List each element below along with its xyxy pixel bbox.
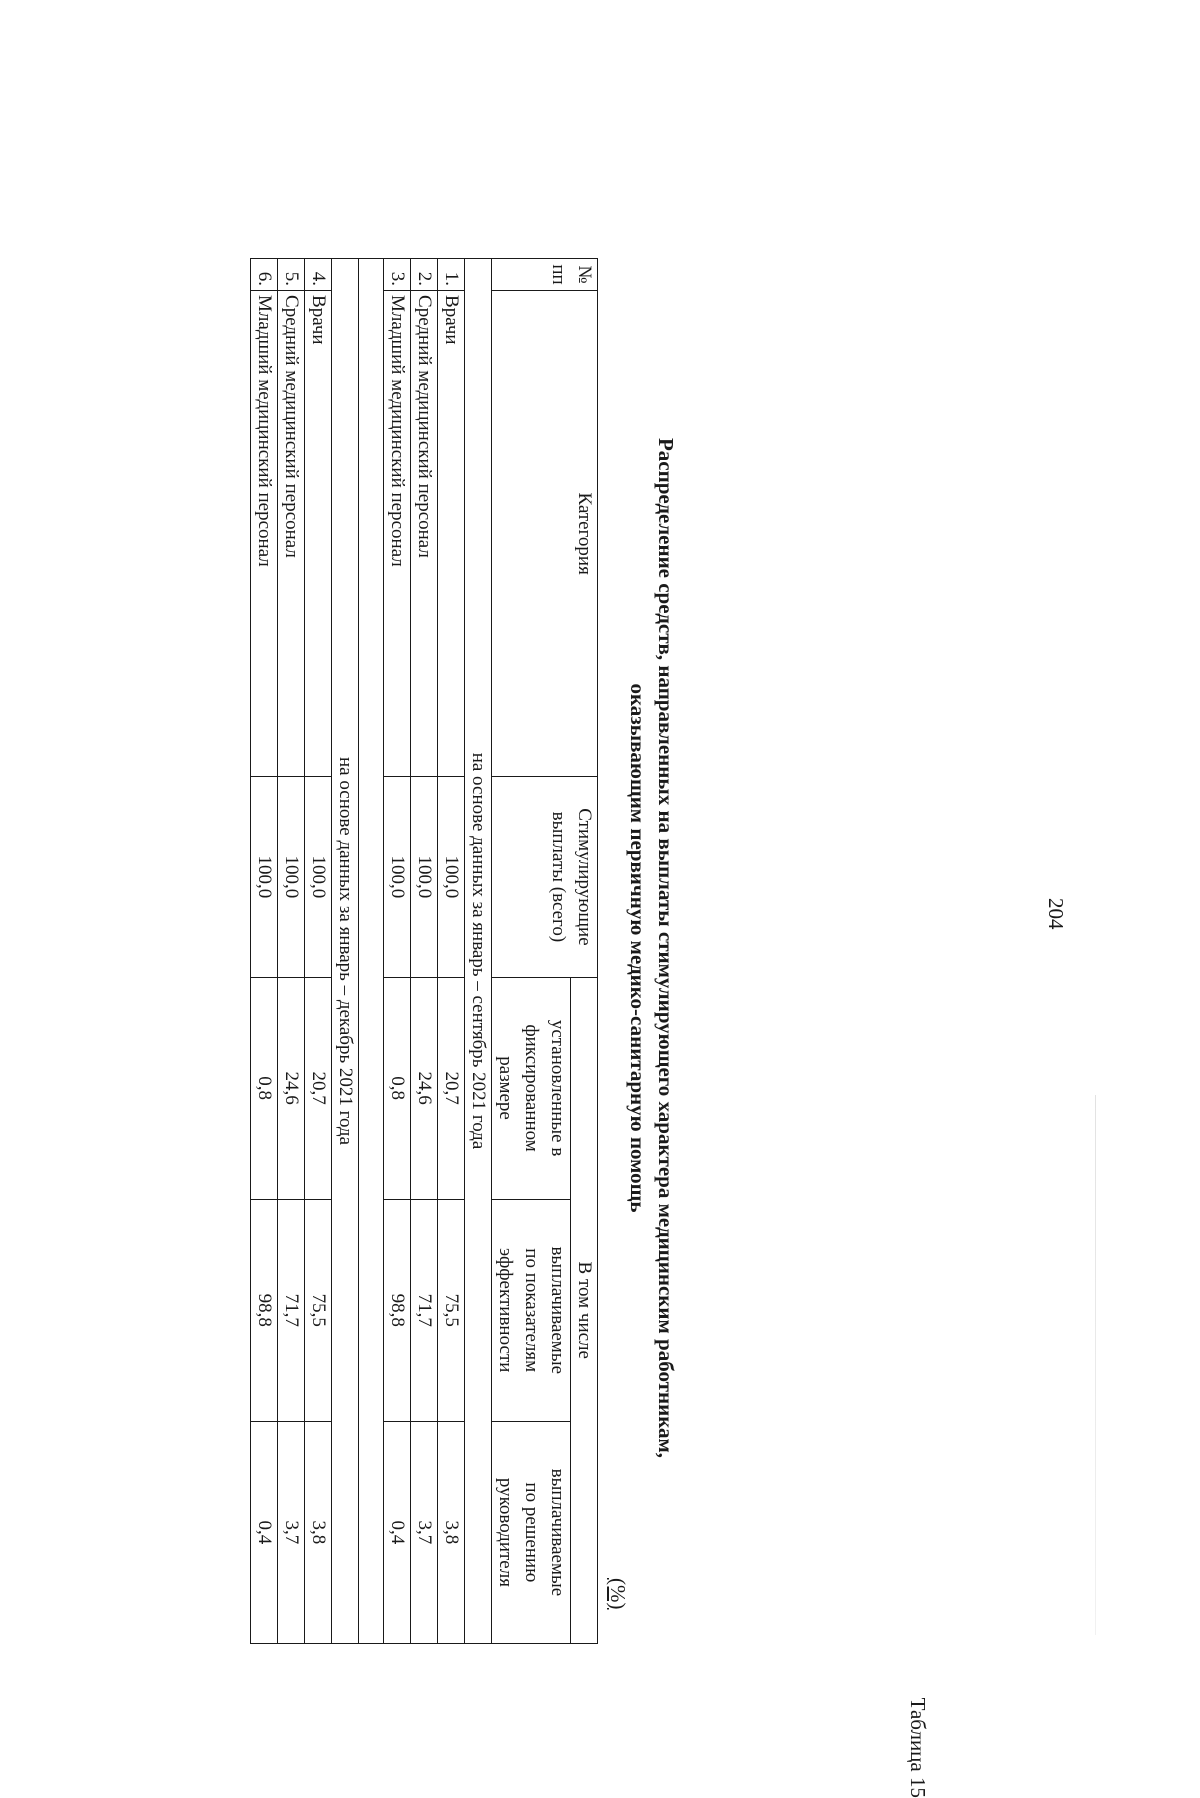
row-fixed: 24,6	[278, 977, 305, 1199]
header-row-1	[571, 259, 598, 1644]
row-head-decision: 0,4	[251, 1421, 278, 1643]
header-head-decision-line-1: выплачиваемые	[547, 1468, 568, 1597]
header-performance-line-1: выплачиваемые	[547, 1246, 568, 1375]
table-title-line-2: оказывающим первичную медико-санитарную помощь	[626, 683, 650, 1213]
header-performance-line-3: эффективности	[495, 1248, 516, 1373]
row-performance: 98,8	[384, 1199, 411, 1421]
table-row	[251, 259, 278, 1644]
table-row	[411, 259, 438, 1644]
table-row	[305, 259, 332, 1644]
row-category: Средний медицинский персонал	[278, 291, 305, 777]
row-fixed: 24,6	[411, 977, 438, 1199]
header-head-decision	[492, 1421, 571, 1643]
row-head-decision: 3,8	[438, 1421, 465, 1643]
row-number: 1.	[438, 259, 465, 291]
header-fixed-line-3: размере	[495, 1056, 516, 1120]
section-title: на основе данных за январь – сентябрь 2021 года	[465, 259, 492, 1644]
row-category: Врачи	[438, 291, 465, 777]
row-number: 2.	[411, 259, 438, 291]
header-number-line-2: пп	[548, 264, 569, 285]
row-head-decision: 3,8	[305, 1421, 332, 1643]
table-row	[438, 259, 465, 1644]
row-category: Средний медицинский персонал	[411, 291, 438, 777]
page-number: 204	[1044, 898, 1068, 930]
row-category: Врачи	[305, 291, 332, 777]
row-head-decision: 3,7	[411, 1421, 438, 1643]
header-group: В том числе	[571, 977, 598, 1644]
header-performance-line-2: по показателям	[521, 1248, 542, 1373]
row-performance: 98,8	[251, 1199, 278, 1421]
header-fixed	[492, 977, 571, 1199]
row-category: Младший медицинский персонал	[384, 291, 411, 777]
row-total: 100,0	[384, 777, 411, 977]
header-head-decision-line-3: руководителя	[495, 1477, 516, 1587]
row-fixed: 20,7	[305, 977, 332, 1199]
row-total: 100,0	[438, 777, 465, 977]
row-fixed: 0,8	[251, 977, 278, 1199]
section-title-row	[332, 259, 359, 1644]
header-total-line-2: выплаты (всего)	[548, 811, 569, 943]
rotated-sheet	[200, 178, 1068, 1798]
row-head-decision: 3,7	[278, 1421, 305, 1643]
header-total-line-1: Стимулирующие	[574, 808, 595, 946]
section-gap	[359, 259, 384, 1644]
table-row	[384, 259, 411, 1644]
table-row	[278, 259, 305, 1644]
section-title: на основе данных за январь – декабрь 2021 года	[332, 259, 359, 1644]
header-fixed-line-1: установленные в	[547, 1019, 568, 1157]
row-total: 100,0	[411, 777, 438, 977]
row-fixed: 0,8	[384, 977, 411, 1199]
unit-label: (%)	[606, 1578, 630, 1610]
header-head-decision-line-2: по решению	[521, 1482, 542, 1583]
section-title-row	[465, 259, 492, 1644]
row-head-decision: 0,4	[384, 1421, 411, 1643]
scan-artifact-line	[1095, 1095, 1096, 1635]
row-number: 3.	[384, 259, 411, 291]
row-total: 100,0	[305, 777, 332, 977]
row-number: 5.	[278, 259, 305, 291]
row-category: Младший медицинский персонал	[251, 291, 278, 777]
row-performance: 71,7	[411, 1199, 438, 1421]
table-title-line-1: Распределение средств, направленных на выплаты стимулирующего характера медицинским работникам,	[654, 437, 678, 1459]
row-performance: 75,5	[438, 1199, 465, 1421]
row-number: 6.	[251, 259, 278, 291]
header-number-line-1: №	[574, 265, 595, 284]
data-table	[250, 258, 598, 1644]
header-performance	[492, 1199, 571, 1421]
section-gap-cell	[359, 259, 384, 1644]
table-title	[624, 258, 680, 1638]
header-total	[492, 777, 598, 977]
header-category: Категория	[492, 291, 598, 777]
row-total: 100,0	[251, 777, 278, 977]
row-performance: 75,5	[305, 1199, 332, 1421]
header-number	[492, 259, 598, 291]
row-fixed: 20,7	[438, 977, 465, 1199]
row-number: 4.	[305, 259, 332, 291]
header-fixed-line-2: фиксированном	[521, 1024, 542, 1152]
row-total: 100,0	[278, 777, 305, 977]
table-label: Таблица 15	[906, 1697, 930, 1798]
row-performance: 71,7	[278, 1199, 305, 1421]
